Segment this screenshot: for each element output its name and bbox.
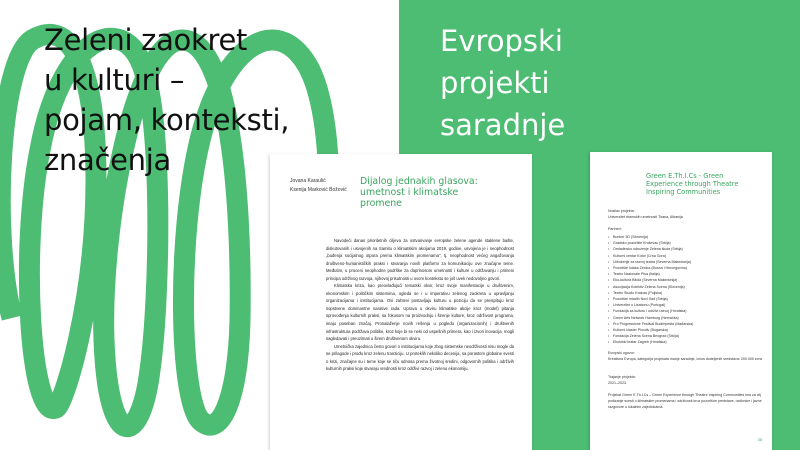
partner-item: • Pro Progressione Festival Budimpešta (Mađarska) [608, 321, 758, 327]
project-budget [608, 350, 762, 362]
project-title-line: Inspiring Communities [646, 188, 721, 196]
partner-item: • Green Arts Network Hamburg (Nemačka) [608, 315, 758, 321]
project-lead-value: Univerzitet dramskih umetnosti Tirana, Albanija [608, 215, 683, 220]
partners-label: Partneri: [608, 227, 622, 231]
right-title [440, 20, 740, 146]
partner-item: • Ekološki teatar Zagreb (Hrvatska) [608, 339, 758, 345]
right-title-line: Evropski [440, 24, 563, 58]
partner-item: • Fundacija za kulturu i održivi razvoj (Hrvatska) [608, 308, 758, 314]
article-body [326, 237, 514, 373]
partner-item: • Bunker 3D (Slovenija) [608, 234, 758, 240]
left-title-line: značenja [44, 143, 171, 177]
partner-item: • Udruženje za razvoj teatra (Severna Makedonija) [608, 259, 758, 265]
page-number: 35 [757, 437, 762, 442]
article-title-line: Dijalog jednakih glasova: [360, 176, 478, 187]
partner-item: • Kulturni klaster Plovdiv (Bugarska) [608, 327, 758, 333]
article-title [360, 176, 520, 209]
project-lead [608, 208, 758, 220]
partner-item: • Omladinsko udruženje Zelena škola (Srbija) [608, 246, 758, 252]
partner-item: • Pozorište mladih Novi Sad (Srbija) [608, 296, 758, 302]
project-title [646, 172, 764, 196]
right-title-line: saradnje [440, 108, 566, 142]
article-paragraph: Umetnička zajednica često govori o institucijama koje zbog sistemske neodrživosti nisu mogle da se prilagode i prođu kroz zelenu tranziciju. U proteklih nekoliko decenija, sa porastom globalne svesti o krizi, značajne su i teme koje se tiču odnosa prema životnoj sredini, odgovornih politika i održivih kulturnih praksi koje stvaraju vrednosti kroz održivi razvoj i zelenu ekonomiju. [326, 343, 514, 372]
partner-item: • Asocijacija Kolektiv Zelena Scena (Slovenija) [608, 284, 758, 290]
document-page-article [270, 154, 532, 450]
article-title-line: promene [360, 198, 402, 209]
partner-item: • Kulturni centar Kotor (Crna Gora) [608, 253, 758, 259]
project-summary: Projekat Green E.Th.I.Cs – Green Experience through Theatre Inspiring Communities ima za cilj podizanje svesti o klimatskim promenama i održivosti kroz pozorišne predstave, radionice i javne razgovore u lokalnim zajednicama. [608, 393, 762, 410]
partner-item: • Teatro Studio Krakow (Poljska) [608, 290, 758, 296]
author-name: Ksenija Marković Božović [290, 187, 347, 193]
article-authors [290, 177, 347, 195]
left-title-line: u kulturi – [44, 63, 185, 97]
article-title-line: umetnost i klimatske [360, 187, 459, 198]
budget-label: Evropski ugovor: [608, 351, 635, 355]
article-paragraph: Klimatska kriza, kao preovlađujući tematski okvir, kroz svoje manifestacije u društvenim, ekonomskim i političkim sistemima, ogleda se i u imperativu zelenog zaokreta u upravljanju organizacijama i institucijama. Ovi zahtevi postavljaju kulturu u poziciju da se preispituju kroz sopstvene dominantne narative rada. Uprava u okviru klimatske akcije kroz (model) pitanja sprovođenja kulturnih praksi, sa fokusom na proizvodnju i širenje kulture, kroz održivost programa, imaju poseban značaj. Pronalaženje novih rešenja u pogledu (organizacionih) i društvenih infrastruktura podržava politike, kroz koje bi se neki od uspešnih primera, kao i izvori inovacija, mogli sagledavati i preuzimati u širem društvenom okviru. [326, 283, 514, 342]
left-title-line: pojam, konteksti, [44, 103, 290, 137]
partner-item: • Eko-kultura Bitola (Severna Makedonija) [608, 277, 758, 283]
partner-item: • Teatro Nazionale Pisa (Italija) [608, 271, 758, 277]
budget-value: Kreativna Evropa, kategorija projekata manje saradnje, iznos dodeljenih sredstava: 200.000 evra [608, 357, 762, 362]
left-title-line: Zeleni zaokret [44, 23, 248, 57]
right-title-line: projekti [440, 66, 550, 100]
project-lead-label: Nosilac projekta: [608, 209, 635, 213]
duration-label: Trajanje projekta: [608, 375, 636, 379]
partner-item: • Gradsko pozorište Kruševac (Srbija) [608, 240, 758, 246]
partner-item: • Pozorište lutaka Zenica (Bosna i Hercegovina) [608, 265, 758, 271]
project-title-line: Green E.Th.I.Cs - Green [646, 172, 724, 180]
partners-list [608, 234, 758, 346]
document-page-project [590, 152, 772, 450]
duration-value: 2021–2023. [608, 381, 627, 386]
author-name: Jovana Karaulić [290, 178, 326, 184]
partner-item: • Univerzitet u Lisabonu (Portugal) [608, 302, 758, 308]
project-duration [608, 374, 762, 386]
article-paragraph: Navodeći danas prioritetnih ciljeva za ostvarivanje evropske zelene agende staklene bašte, diskutovanih i usvojenih na Samitu o klimatskim akcijama 2019. godine, usvojena je i neophodnost „buđenja socijalnog otpora prema klimatskim promenama", tj. neophodnost većeg angažovanja društveno-humanističkih praksi i stvaranja novih platformi za komunikaciju ove značajne teme. Međutim, u proceni neophodne podrške za doprinosom umetnosti i kulture u održavanju i primeni principa održivog razvoja, njihovoj prisutnosti u ovom kontekstu se još uvek nedovoljno govori. [326, 238, 514, 281]
partner-item: • Fondacija Zelena Scena Beograd (Srbija) [608, 333, 758, 339]
project-title-line: Experience through Theatre [646, 180, 739, 188]
